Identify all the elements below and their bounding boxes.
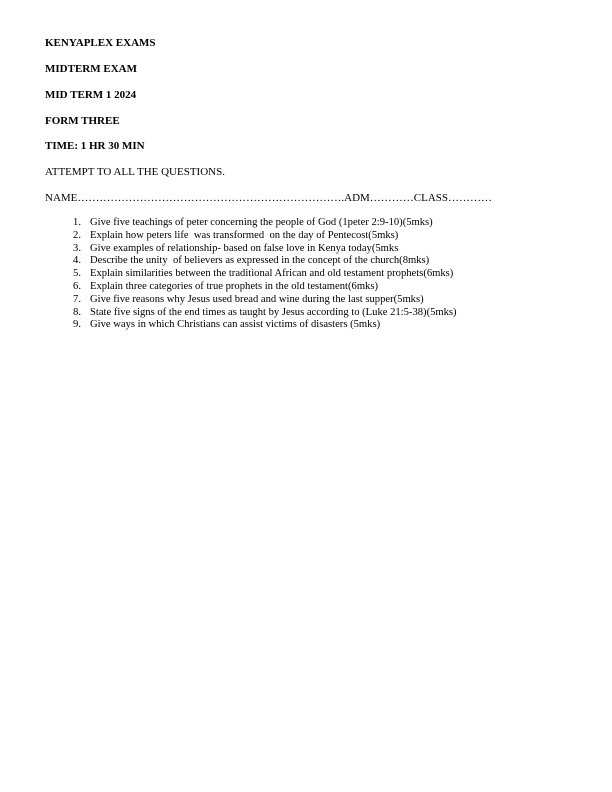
exam-type-title: MIDTERM EXAM	[45, 63, 137, 75]
question-item	[58, 268, 578, 281]
question-list	[58, 217, 578, 332]
question-number: 9.	[73, 319, 81, 331]
question-item	[58, 281, 578, 294]
question-number: 5.	[73, 268, 81, 280]
exam-instruction: ATTEMPT TO ALL THE QUESTIONS.	[45, 166, 225, 178]
question-number: 3.	[73, 242, 81, 254]
question-item	[58, 307, 578, 320]
exam-time-title: TIME: 1 HR 30 MIN	[45, 140, 145, 152]
exam-term-title: MID TERM 1 2024	[45, 89, 137, 101]
question-text: State five signs of the end times as taught by Jesus according to (Luke 21:5-38)(5mks)	[90, 306, 457, 318]
question-number: 6.	[73, 280, 81, 292]
question-text: Give five reasons why Jesus used bread and wine during the last supper(5mks)	[90, 293, 424, 305]
exam-form-title: FORM THREE	[45, 115, 120, 127]
question-text: Describe the unity of believers as expressed in the concept of the church(8mks)	[90, 255, 430, 267]
question-text: Give ways in which Christians can assist victims of disasters (5mks)	[90, 319, 381, 331]
question-item	[58, 230, 578, 243]
question-item	[58, 255, 578, 268]
question-number: 2.	[73, 229, 81, 241]
question-number: 1.	[73, 217, 81, 228]
question-item	[58, 243, 578, 256]
question-item	[58, 217, 578, 230]
question-number: 4.	[73, 255, 81, 267]
question-text: Explain how peters life was transformed on the day of Pentecost(5mks)	[90, 229, 399, 241]
question-number: 7.	[73, 293, 81, 305]
question-item	[58, 319, 578, 332]
exam-source-title: KENYAPLEX EXAMS	[45, 37, 156, 49]
question-text: Explain three categories of true prophets in the old testament(6mks)	[90, 280, 379, 292]
question-text: Give examples of relationship- based on false love in Kenya today(5mks	[90, 242, 399, 254]
question-text: Explain similarities between the traditional African and old testament prophets(6mks)	[90, 268, 454, 280]
question-text: Give five teachings of peter concerning the people of God (1peter 2:9-10)(5mks)	[90, 217, 433, 228]
student-details-line: NAME……………………………………………………………….ADM…………CLASS…………	[45, 192, 493, 204]
question-number: 8.	[73, 306, 81, 318]
question-item	[58, 294, 578, 307]
